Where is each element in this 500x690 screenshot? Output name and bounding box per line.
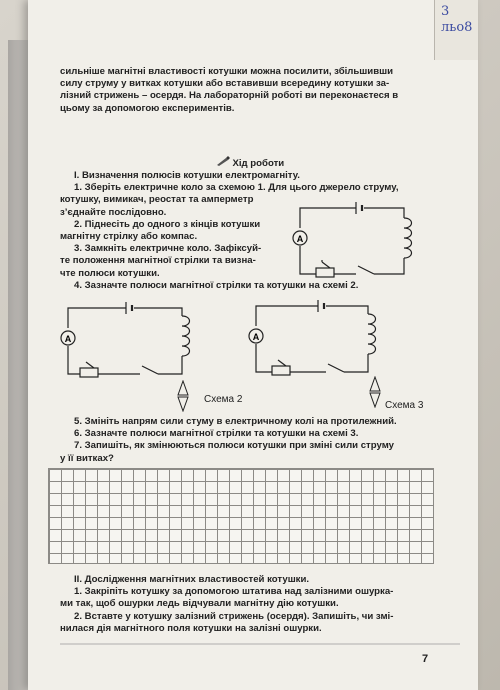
section-heading-text: Хід роботи: [232, 158, 285, 169]
corner-note-line: 3: [441, 4, 450, 19]
part2-step2: нилася дія магнітного поля котушки на залізні ошурки.: [60, 622, 322, 634]
part1-step7: у її витках?: [60, 452, 114, 464]
pencil-icon: [216, 156, 230, 170]
switch: [358, 266, 374, 274]
magnetic-needle-3: [368, 376, 382, 408]
intro-line: силу струму у витках котушки або вставивши всередину котушки за-: [60, 78, 390, 90]
part1-step6: 6. Зазначте полюси магнітної стрілки та котушки на схемі 3.: [74, 428, 359, 440]
rheostat: [80, 368, 98, 377]
ammeter-symbol: A: [296, 234, 304, 244]
part1-step1: котушку, вимикач, реостат та амперметр: [60, 194, 254, 206]
part1-step7: 7. Запишіть, як змінюються полюси котушки при зміні сили струму: [74, 440, 395, 452]
part2-block: [60, 574, 440, 635]
page-number: 7: [422, 653, 429, 665]
circuit-scheme-2: [54, 298, 204, 388]
part2-step1: 1. Закріпіть котушку за допомогою штатива над залізними ошурка-: [74, 586, 394, 598]
intro-line: цьому за допомогою експериментів.: [60, 102, 235, 114]
coil: [368, 314, 376, 354]
part1-step3: 3. Замкніть електричне коло. Зафіксуй-: [74, 243, 262, 255]
corner-note-line: льо8: [441, 20, 473, 35]
ammeter-symbol: A: [64, 334, 72, 344]
part1-title: І. Визначення полюсів котушки електромагніту.: [74, 170, 300, 181]
rheostat: [316, 268, 334, 277]
part2-step1: ми так, щоб ошурки ледь відчували магнітну дію котушки.: [60, 598, 339, 610]
rheostat: [272, 366, 290, 375]
part2-step2: 2. Вставте у котушку залізний стрижень (осердя). Запишіть, чи змі-: [74, 610, 394, 622]
switch: [328, 364, 344, 372]
answer-grid[interactable]: [48, 468, 434, 564]
ammeter-symbol: A: [252, 332, 260, 342]
switch: [142, 366, 158, 374]
intro-line: лізний стрижень – осердя. На лабораторній роботі ви переконаєтеся в: [60, 90, 399, 102]
coil: [182, 316, 190, 356]
coil: [404, 218, 412, 258]
intro-paragraph: [60, 66, 440, 115]
part1-step3: те положення магнітної стрілки та визна-: [60, 255, 256, 267]
handwritten-corner-note: [434, 0, 478, 60]
intro-line: сильніше магнітні властивості котушки можна посилити, збільшивши: [60, 66, 393, 77]
part1-steps-5-7: [60, 416, 440, 465]
part2-title: ІІ. Дослідження магнітних властивостей котушки.: [74, 574, 310, 585]
part1-step2: 2. Піднесіть до одного з кінців котушки: [74, 218, 261, 230]
circuit-scheme-3: [238, 294, 388, 384]
part1-step1: 1. Зберіть електричне коло за схемою 1. Для цього джерело струму,: [74, 182, 399, 194]
circuit-scheme-1: [286, 198, 436, 288]
part1-step3: чте полюси котушки.: [60, 267, 160, 279]
scheme-3-label: Схема 3: [385, 400, 424, 411]
part1-step2: магнітну стрілку або компас.: [60, 231, 198, 243]
part1-step5: 5. Змініть напрям сили стуму в електричному колі на протилежний.: [74, 416, 397, 427]
part1-step1: з’єднайте послідовно.: [60, 206, 167, 218]
magnetic-needle-2: [176, 380, 190, 412]
section-heading: [60, 156, 440, 170]
part1-step4: 4. Зазначте полюси магнітної стрілки та котушки на схемі 2.: [74, 279, 359, 291]
footer-divider: [60, 643, 460, 645]
scheme-2-label: Схема 2: [204, 394, 243, 405]
